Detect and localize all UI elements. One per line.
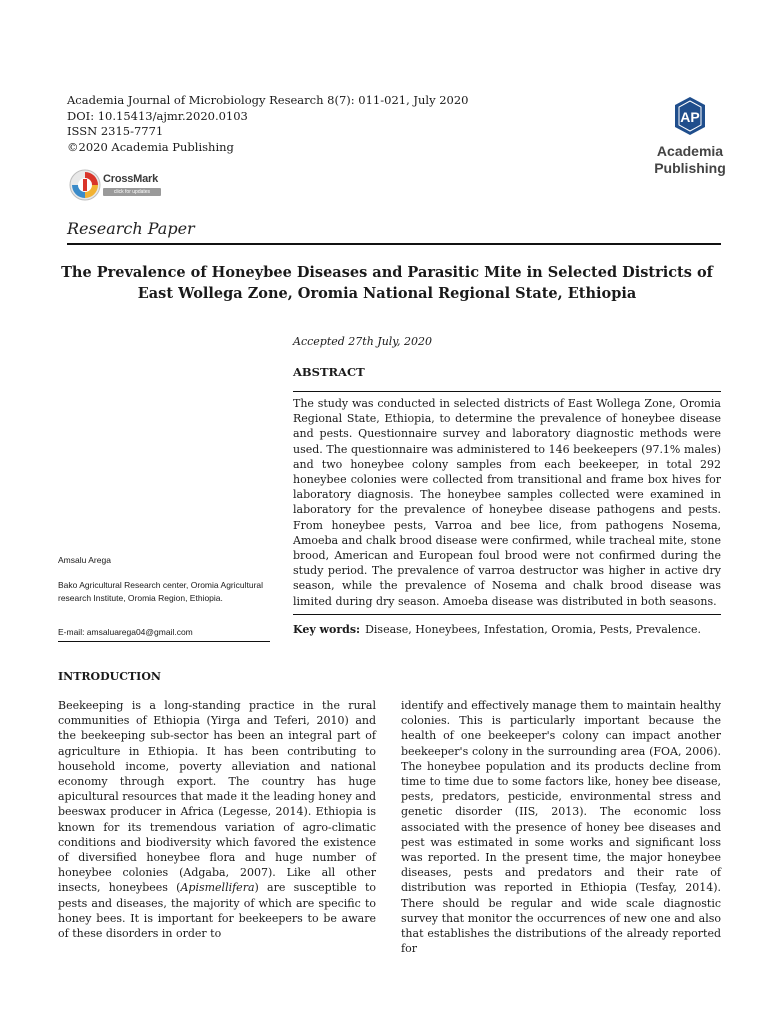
introduction-column-1 <box>58 698 376 941</box>
citation-copyright: ©2020 Academia Publishing <box>67 139 234 154</box>
citation-block <box>67 93 469 155</box>
publisher-name-line1: Academia <box>656 143 724 159</box>
citation-journal: Academia Journal of Microbiology Research 8(7): 011-021, July 2020 <box>67 93 469 107</box>
keywords-label: Key words: <box>293 623 361 636</box>
publisher-logo <box>640 96 740 177</box>
crossmark-sublabel: click for updates <box>103 188 161 196</box>
introduction-heading: INTRODUCTION <box>58 670 161 683</box>
citation-doi[interactable]: DOI: 10.15413/ajmr.2020.0103 <box>67 108 248 123</box>
abstract-text: The study was conducted in selected districts of East Wollega Zone, Oromia Regional State, Ethiopia, to determine the prevalence of honeybee disease and pests. Questionnaire survey and laboratory diagnostic methods were used. The questionnaire was administered to 146 beekeepers (97.1% males) and two honeybee colony samples from each beekeeper, in total 292 honeybee colonies were collected from transitional and frame box hives for laboratory diagnosis. The honeybee samples collected were examined in laboratory for the prevalence of honeybee disease pathogens and pests. From honeybee pests, Varroa and bee lice, from pathogens Nosema, Amoeba and chalk brood disease were confirmed, while tracheal mite, stone brood, American and European foul brood were not confirmed during the study period. The prevalence of varroa destructor was higher in active dry season, while the prevalence of Nosema and chalk brood disease was limited during dry season. Amoeba disease was distributed in both seasons. <box>293 397 721 608</box>
crossmark-icon <box>69 169 101 201</box>
academia-publishing-logo-icon <box>673 96 707 136</box>
keywords <box>293 623 721 636</box>
introduction-column-2: identify and effectively manage them to maintain healthy colonies. This is particularly important because the health of one beekeeper's colony can impact another beekeeper's colony in the surrounding area (FOA, 2006). The honeybee population and its products decline from time to time due to some factors like, honey bee disease, pests, predators, pesticide, environmental stress and genetic disorder (IIS, 2013). The economic loss associated with the presence of honey bee diseases and pest was estimated in some works and significant loss was reported. In the present time, the major honeybee diseases, pests and predators and their rate of distribution was reported in Ethiopia (Tesfay, 2014). There should be regular and wide scale diagnostic survey that monitor the occurrences of new one and also that establishes the distributions of the already reported for <box>401 699 721 956</box>
crossmark-badge[interactable] <box>69 169 164 203</box>
abstract-top-divider <box>293 391 721 392</box>
paper-title: The Prevalence of Honeybee Diseases and Parasitic Mite in Selected Districts of East Wollega Zone, Oromia National Regional State, Ethiopia <box>61 264 713 302</box>
keywords-text: Disease, Honeybees, Infestation, Oromia, Pests, Prevalence. <box>365 623 702 636</box>
abstract-bottom-divider <box>293 614 721 615</box>
accepted-date: Accepted 27th July, 2020 <box>293 335 433 348</box>
article-type-label: Research Paper <box>67 219 195 238</box>
abstract-heading: ABSTRACT <box>293 365 365 379</box>
author-divider <box>58 641 270 642</box>
header-divider <box>67 243 721 245</box>
crossmark-label: CrossMark <box>103 173 159 185</box>
intro-col1-part1: Beekeeping is a long-standing practice in the rural communities of Ethiopia (Yirga and Teferi, 2010) and the beekeeping sub-sector has been an integral part of agriculture in Ethiopia. It has been contributing to household income, poverty alleviation and national economy through export. The country has huge apicultural resources that made it the leading honey and beeswax producer in Africa (Legesse, 2014). Ethiopia is known for its tremendous variation of agro-climatic conditions and biodiversity which favored the existence of diversified honeybee flora and huge number of honeybee colonies (Adgaba, 2007). Like all other insects, honeybees ( <box>58 699 376 895</box>
author-email[interactable]: E-mail: amsaluarega04@gmail.com <box>58 627 193 637</box>
publisher-name-line2: Publishing <box>654 160 726 176</box>
publisher-logo-letters: AP <box>680 109 700 125</box>
citation-issn: ISSN 2315-7771 <box>67 124 164 138</box>
author-name: Amsalu Arega <box>58 555 111 565</box>
intro-col1-species: Apismellifera <box>180 881 255 895</box>
author-affiliation: Bako Agricultural Research center, Oromia Agricultural research Institute, Oromia Region, Ethiopia. <box>58 580 264 603</box>
intro-col1-part2: ) are susceptible to pests and diseases, the majority of which are specific to honey bees. It is important for beekeepers to be aware of these disorders in order to <box>58 881 376 941</box>
